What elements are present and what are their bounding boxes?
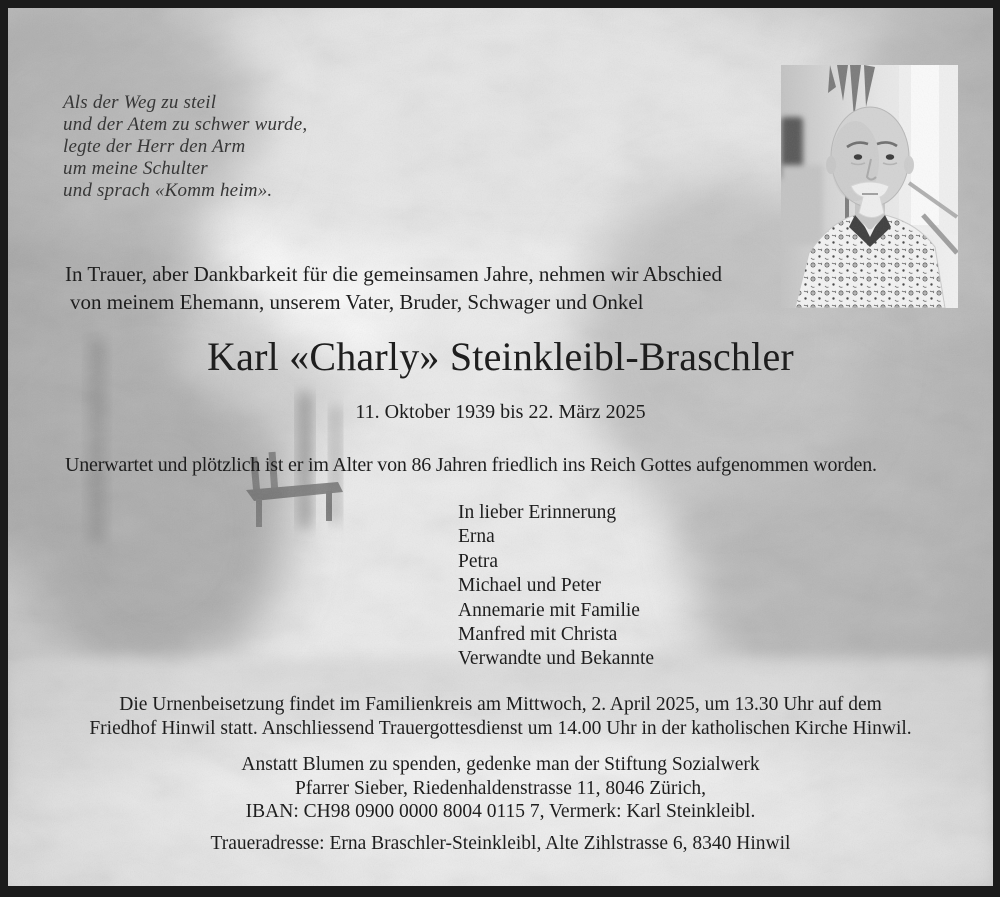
mourner-name: Verwandte und Bekannte [458, 648, 655, 670]
donation-line-3: IBAN: CH98 0900 0000 8004 0115 7, Vermerk: Karl Steinkleibl. [245, 801, 756, 822]
mourner-name: Petra [458, 550, 499, 572]
intro-text [65, 261, 722, 316]
funeral-line-2: Friedhof Hinwil statt. Anschliessend Trauergottesdienst um 14.00 Uhr in der katholischen Kirche Hinwil. [89, 718, 912, 739]
mourners-list [458, 501, 654, 672]
funeral-line-1: Die Urnenbeisetzung findet im Familienkreis am Mittwoch, 2. April 2025, um 13.30 Uhr auf dem [119, 694, 882, 715]
mourning-address: Traueradresse: Erna Braschler-Steinkleibl, Alte Zihlstrasse 6, 8340 Hinwil [210, 833, 791, 854]
poem-line: und der Atem zu schwer wurde, [63, 114, 308, 135]
intro-line-2: von meinem Ehemann, unserem Vater, Bruder, Schwager und Onkel [70, 289, 644, 314]
poem-line: um meine Schulter [63, 158, 208, 179]
donation-line-2: Pfarrer Sieber, Riedenhaldenstrasse 11, 8046 Zürich, [294, 777, 707, 799]
mourner-name: Manfred mit Christa [458, 624, 618, 646]
intro-line-1: In Trauer, aber Dankbarkeit für die gemeinsamen Jahre, nehmen wir Abschied [65, 262, 722, 286]
portrait-photo [781, 65, 958, 308]
death-announcement: Unerwartet und plötzlich ist er im Alter von 86 Jahren friedlich ins Reich Gottes aufgenommen worden. [65, 454, 877, 476]
donation-line-1: Anstatt Blumen zu spenden, gedenke man der Stiftung Sozialwerk [241, 754, 760, 775]
portrait-illustration [781, 65, 958, 308]
memorial-poem [63, 92, 307, 202]
funeral-info [8, 693, 993, 741]
mourner-name: Michael und Peter [458, 575, 601, 597]
deceased-name: Karl «Charly» Steinkleibl-Braschler [207, 334, 794, 379]
mourners-heading: In lieber Erinnerung [458, 502, 617, 523]
life-dates: 11. Oktober 1939 bis 22. März 2025 [355, 401, 646, 423]
mourner-name: Erna [458, 526, 495, 548]
poem-line: legte der Herr den Arm [63, 136, 246, 157]
poem-line: und sprach «Komm heim». [63, 180, 273, 201]
donation-info [8, 753, 993, 824]
mourner-name: Annemarie mit Familie [458, 599, 640, 621]
poem-line: Als der Weg zu steil [63, 92, 217, 113]
notice-canvas [8, 8, 993, 886]
